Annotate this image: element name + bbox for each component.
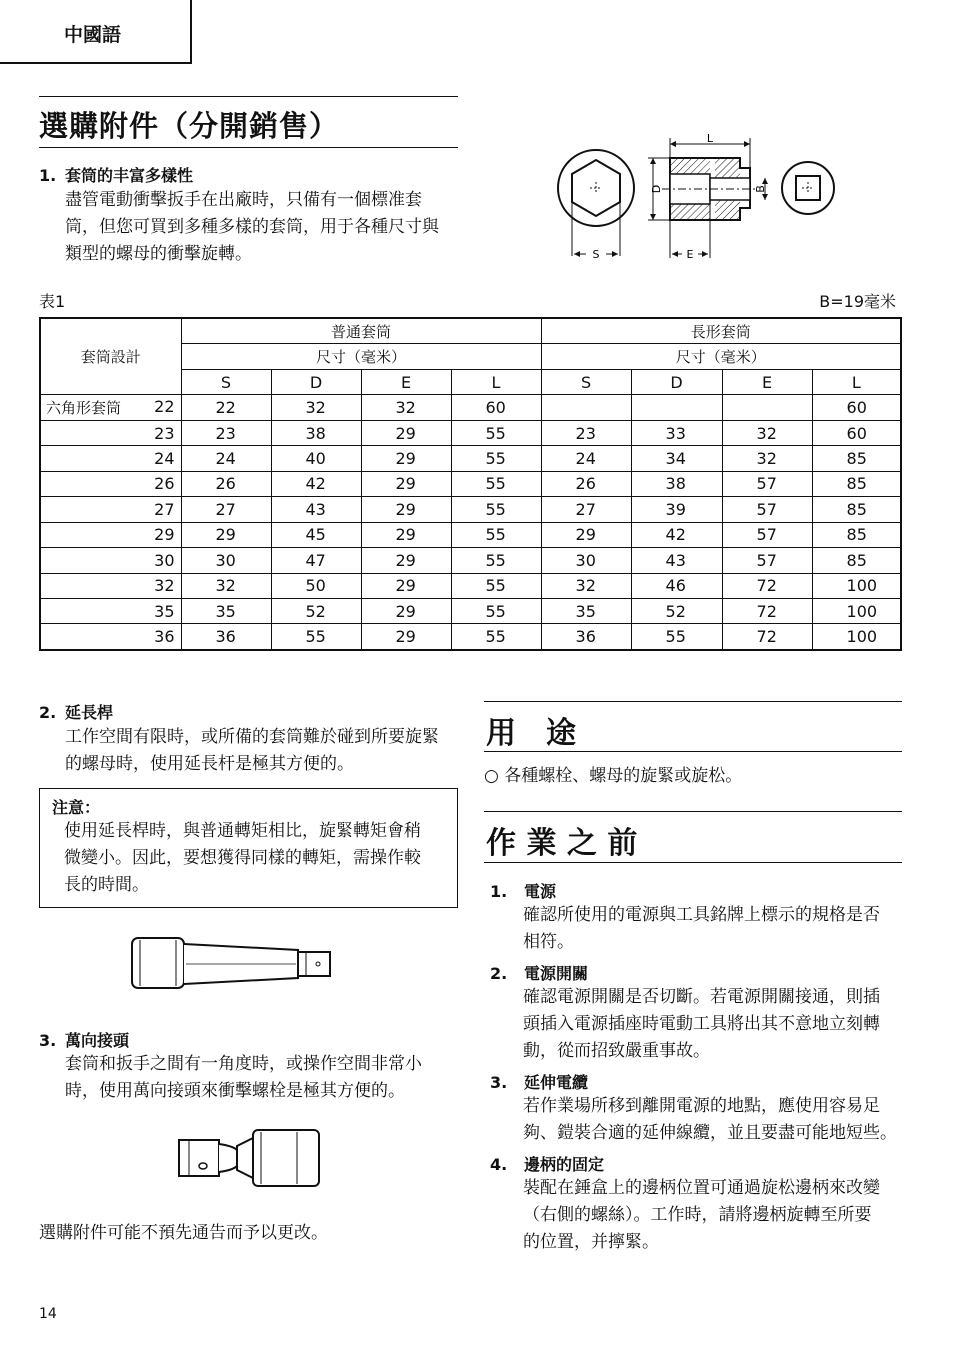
normal-socket-header: 普通套筒 [181,318,541,344]
table-cell: 57 [722,471,812,496]
socket-side-section-icon [648,138,768,258]
table-cell: 55 [631,624,722,650]
table-cell: 47 [271,548,361,573]
table-cell: 55 [451,446,541,471]
caution-line: 微變小。因此，要想獲得同樣的轉矩，需操作較 [64,848,421,868]
language-tab [0,0,192,64]
prior-item2-line: 確認電源開關是否切斷。若電源開關接通，則插 [523,987,880,1007]
col-header: L [451,369,541,394]
prior-item2-body [523,984,913,1065]
item3-body [65,1051,465,1105]
table-cell: 100 [812,624,901,650]
prior-item2-heading [490,961,588,984]
col-header: S [181,369,271,394]
applications-rule-top [484,701,902,702]
item2-line: 的螺母時，使用延長杆是極其方便的。 [65,754,354,774]
table-cell: 32 [722,420,812,445]
hex-socket-label: 六角形套筒 [46,399,122,418]
prior-item2-line: 頭插入電源插座時電動工具將出其不意地立刻轉 [523,1014,880,1034]
table-cell: 27 [541,497,631,522]
table-cell: 32 [271,395,361,420]
socket-front-view-icon [558,150,634,257]
item3-line: 套筒和扳手之間有一角度時，或操作空間非常小 [65,1054,422,1074]
prior-item1-num: 1. [490,882,508,901]
table-cell: 52 [631,599,722,624]
page-number: 14 [39,1306,57,1322]
dim-d-label: D [650,184,663,194]
prior-item4-body [523,1175,913,1256]
table-cell: 57 [722,497,812,522]
table-cell: 52 [271,599,361,624]
col-header: E [361,369,451,394]
table-cell: 55 [451,624,541,650]
table-cell: 29 [361,548,451,573]
table-cell: 85 [812,548,901,573]
prior-item3-heading [490,1070,588,1093]
prior-item1-heading [490,879,556,902]
table-cell: 22 [181,395,271,420]
caution-line: 長的時間。 [64,875,149,895]
table-cell: 29 [361,522,451,547]
table-cell: 24 [181,446,271,471]
table-cell: 26 [181,471,271,496]
socket-back-view-icon [782,162,834,214]
table-cell: 55 [451,573,541,598]
dim-s-label: S [592,248,600,260]
accessories-footer-note: 選購附件可能不預先通告而予以更改。 [39,1223,328,1243]
table-row [40,599,901,624]
prior-item2-line: 動，從而招致嚴重事故。 [523,1041,710,1061]
table-row [40,471,901,496]
dim-e-label: E [686,248,694,260]
table-cell: 34 [631,446,722,471]
item3-line: 時，使用萬向接頭來衝擊螺栓是極其方便的。 [65,1081,405,1101]
item1-title: 套筒的丰富多樣性 [65,166,194,185]
table-cell: 35 [541,599,631,624]
table-cell: 32 [361,395,451,420]
long-dim-header: 尺寸（毫米） [541,344,901,369]
table-cell: 39 [631,497,722,522]
table-cell: 38 [271,420,361,445]
table-cell: 32 [722,446,812,471]
table-cell: 24 [541,446,631,471]
row-label: 24 [40,446,181,471]
table-cell: 85 [812,471,901,496]
table-cell: 85 [812,522,901,547]
caution-line: 使用延長桿時，與普通轉矩相比，旋緊轉矩會稍 [64,821,421,841]
row-label: 29 [40,522,181,547]
table-cell: 30 [181,548,271,573]
item3-title: 萬向接頭 [65,1031,130,1050]
item3-heading [39,1028,129,1051]
row-label: 32 [40,573,181,598]
table-cell: 23 [181,420,271,445]
table-cell: 55 [451,420,541,445]
table-cell: 38 [631,471,722,496]
row-size: 22 [154,397,175,417]
applications-item [484,763,742,790]
item1-line: 類型的螺母的衝擊旋轉。 [65,244,252,264]
table-cell: 72 [722,599,812,624]
applications-text: 各種螺栓、螺母的旋緊或旋松。 [504,766,743,786]
prior-item4-line: 裝配在錘盒上的邊柄位置可通過旋松邊柄來改變 [523,1178,880,1198]
socket-diagram [550,130,850,260]
table-cell: 60 [451,395,541,420]
table-cell: 27 [181,497,271,522]
table-cell: 26 [541,471,631,496]
table-row [40,395,901,420]
row-label: 30 [40,548,181,573]
table-cell: 29 [541,522,631,547]
applications-rule-bottom [484,751,902,752]
table-row [40,420,901,445]
table-row [40,497,901,522]
item2-body [65,724,465,778]
col-header: L [812,369,901,394]
table-cell: 85 [812,497,901,522]
table-cell: 55 [451,471,541,496]
table-cell: 29 [361,446,451,471]
table-cell: 85 [812,446,901,471]
extension-bar-icon [128,934,338,994]
prior-item3-body [523,1093,918,1147]
table-cell: 43 [631,548,722,573]
table-cell: 50 [271,573,361,598]
table-cell: 40 [271,446,361,471]
table-cell: 72 [722,624,812,650]
prior-item4-num: 4. [490,1155,508,1174]
language-label: 中國語 [64,24,122,46]
title-rule-bottom [39,147,458,148]
table-row [40,446,901,471]
prior-item4-heading [490,1152,604,1175]
row-label: 26 [40,471,181,496]
prior-item1-body [523,902,913,956]
table-cell: 36 [541,624,631,650]
socket-size-table [39,317,902,651]
table-row [40,573,901,598]
prior-item1-title: 電源 [524,882,557,901]
table-cell: 55 [451,522,541,547]
table-cell: 57 [722,548,812,573]
col-header: E [722,369,812,394]
prior-item4-line: （右側的螺絲）。工作時，請將邊柄旋轉至所要 [523,1205,872,1225]
table-cell: 36 [181,624,271,650]
table-cell: 42 [631,522,722,547]
table-label: 表1 [39,292,66,311]
table-cell: 33 [631,420,722,445]
row-label: 35 [40,599,181,624]
prior-rule-top [484,811,902,812]
table-cell: 55 [451,497,541,522]
item2-title: 延長桿 [65,703,114,722]
col-header: D [271,369,361,394]
prior-item2-title: 電源開關 [524,964,589,983]
table-cell: 29 [361,471,451,496]
prior-item3-line: 夠、鎧裝合適的延伸線纜，並且要盡可能地短些。 [523,1123,897,1143]
row-label: 36 [40,624,181,650]
table-cell: 60 [812,395,901,420]
table-row [40,624,901,650]
row-label: 27 [40,497,181,522]
item2-heading [39,700,113,723]
normal-dim-header: 尺寸（毫米） [181,344,541,369]
col-header: S [541,369,631,394]
col-header: D [631,369,722,394]
table-cell: 35 [181,599,271,624]
table-cell: 45 [271,522,361,547]
table-cell: 43 [271,497,361,522]
table-cell: 46 [631,573,722,598]
long-socket-header: 長形套筒 [541,318,901,344]
table-cell: 57 [722,522,812,547]
table-cell: 42 [271,471,361,496]
table-row [40,548,901,573]
prior-title: 作 業 之 前 [486,826,638,861]
accessories-title: 選購附件（分開銷售） [39,109,340,143]
table-cell: 29 [361,599,451,624]
table-cell: 60 [812,420,901,445]
table-cell: 55 [451,548,541,573]
row-label [40,395,181,420]
dim-l-label: L [706,132,714,145]
item1-num: 1. [39,166,57,185]
item1-heading [39,163,193,186]
table-cell: 30 [541,548,631,573]
prior-item3-line: 若作業場所移到離開電源的地點，應使用容易足 [523,1096,880,1116]
table-cell: 100 [812,573,901,598]
table-cell: 32 [541,573,631,598]
bullet-circle-icon: ○ [484,766,499,786]
table-cell: 55 [451,599,541,624]
row-label: 23 [40,420,181,445]
prior-rule-bottom [484,862,902,863]
table-cell [541,395,631,420]
table-cell: 29 [361,624,451,650]
prior-item3-title: 延伸電纜 [524,1073,589,1092]
item3-num: 3. [39,1031,57,1050]
design-header: 套筒設計 [40,318,181,395]
item1-body [65,187,465,268]
table-cell: 29 [361,573,451,598]
table-cell: 32 [181,573,271,598]
table-cell: 100 [812,599,901,624]
table-cell: 29 [181,522,271,547]
table-cell [631,395,722,420]
table-row [40,522,901,547]
prior-item4-line: 的位置，并擰緊。 [523,1232,659,1252]
caution-body [64,818,454,899]
title-rule-top [39,96,458,97]
universal-joint-icon [175,1124,325,1190]
prior-item1-line: 相符。 [523,932,574,952]
item2-line: 工作空間有限時，或所備的套筒難於碰到所要旋緊 [65,727,439,747]
table-cell: 29 [361,420,451,445]
prior-item2-num: 2. [490,964,508,983]
item1-line: 盡管電動衝擊扳手在出廠時，只備有一個標准套 [65,190,422,210]
item2-num: 2. [39,703,57,722]
dim-b-label: B [754,185,767,193]
table-cell: 72 [722,573,812,598]
caution-title: 注意： [52,798,101,817]
prior-item4-title: 邊柄的固定 [524,1155,605,1174]
caution-box [39,788,458,908]
table-cell: 55 [271,624,361,650]
prior-item1-line: 確認所使用的電源與工具銘牌上標示的規格是否 [523,905,880,925]
b-value: B=19毫米 [819,292,896,311]
applications-title: 用 途 [486,716,576,751]
item1-line: 筒，但您可買到多種多樣的套筒，用于各種尺寸與 [65,217,439,237]
table-cell: 29 [361,497,451,522]
table-cell [722,395,812,420]
prior-item3-num: 3. [490,1073,508,1092]
table-cell: 23 [541,420,631,445]
